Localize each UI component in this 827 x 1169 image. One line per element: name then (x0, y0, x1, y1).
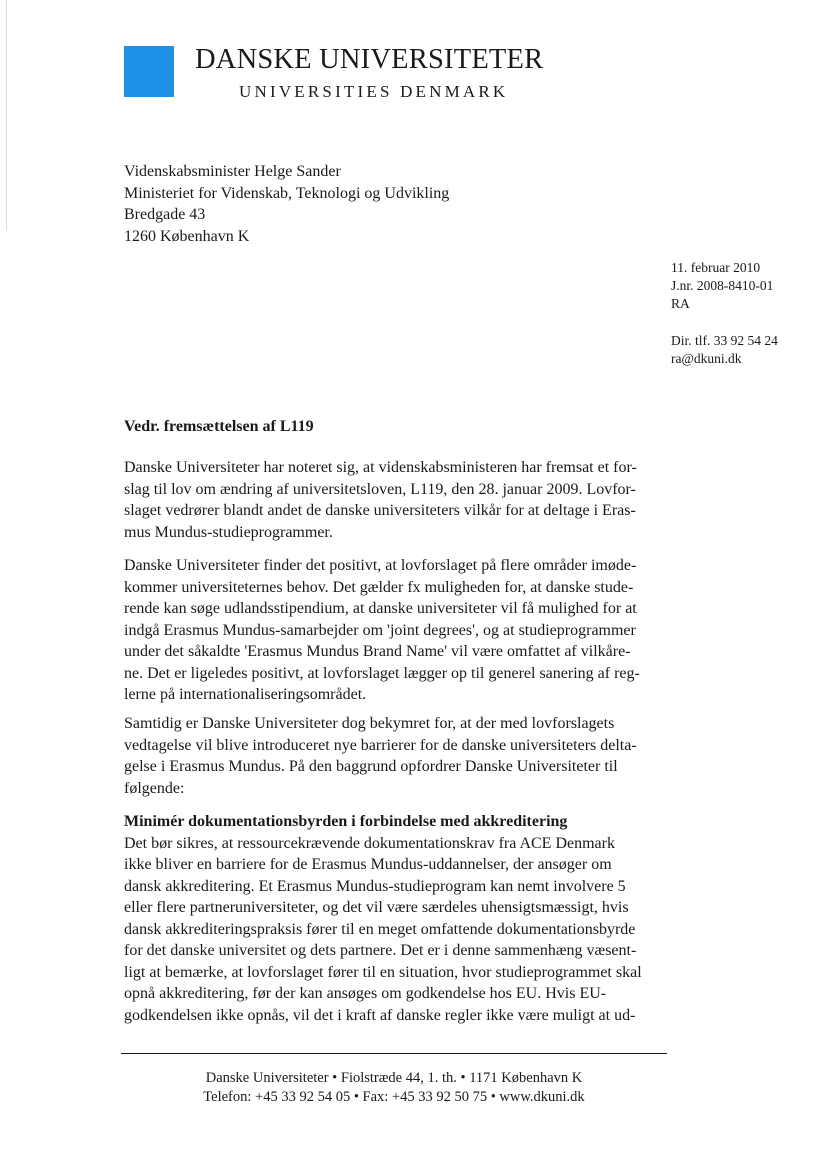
footer (121, 1069, 667, 1107)
direct-phone: Dir. tlf. 33 92 54 24 (671, 333, 778, 348)
paragraph-line: Samtidig er Danske Universiteter dog bekymret for, at der med lovforslagets (124, 715, 615, 732)
paragraph-line: eller flere partneruniversiteter, og det vil være særdeles uhensigtsmæssigt, hvis (124, 899, 629, 916)
org-name: DANSKE UNIVERSITETER (195, 44, 544, 75)
paragraph (124, 457, 669, 543)
paragraph-line: Danske Universiteter har noteret sig, at videnskabsministeren har fremsat et for- (124, 459, 637, 476)
paragraph-line: lerne på internationaliseringsområdet. (124, 686, 367, 703)
paragraph-line: ne. Det er ligeledes positivt, at lovforslaget lægger op til generel sanering af reg- (124, 664, 640, 682)
paragraph (124, 713, 669, 799)
paragraph-line: indgå Erasmus Mundus-samarbejder om 'joint degrees', og at studieprogrammer (124, 621, 636, 639)
paragraph-line: vedtagelse vil blive introduceret nye barrierer for de danske universiteters delta- (124, 736, 637, 754)
sender-email: ra@dkuni.dk (671, 351, 742, 366)
letter-meta (671, 259, 778, 368)
recipient-line: 1260 København K (124, 227, 250, 245)
paragraph-line: opnå akkreditering, før der kan ansøges om godkendelse hos EU. Hvis EU- (124, 985, 607, 1002)
letter-date: 11. februar 2010 (671, 260, 761, 275)
paragraph-line: rende kan søge udlandsstipendium, at danske universiteter vil få mulighed for at (124, 600, 637, 617)
recipient-line: Videnskabsminister Helge Sander (124, 163, 341, 180)
recipient-line: Bredgade 43 (124, 206, 206, 223)
journal-number: J.nr. 2008-8410-01 (671, 278, 774, 293)
meta-spacer (671, 313, 778, 332)
paragraph-line: mus Mundus-studieprogrammer. (124, 523, 333, 541)
paragraph-line: dansk akkreditering. Et Erasmus Mundus-studieprogram kan nemt involvere 5 (124, 877, 626, 895)
paragraph (124, 811, 669, 1026)
paragraph-line: under det såkaldte 'Erasmus Mundus Brand Name' vil være omfattet af vilkåre- (124, 643, 631, 660)
paragraph-line: dansk akkrediteringspraksis fører til en meget omfattende dokumentationsbyrde (124, 920, 636, 938)
footer-contact: Telefon: +45 33 92 54 05 • Fax: +45 33 92 50 75 • www.dkuni.dk (203, 1089, 585, 1105)
logo-square-icon (124, 46, 174, 97)
footer-address: Danske Universiteter • Fiolstræde 44, 1. th. • 1171 København K (205, 1070, 583, 1086)
paragraph-line: slag til lov om ændring af universitetsloven, L119, den 28. januar 2009. Lovfor- (124, 480, 636, 498)
paragraph-line: ikke bliver en barriere for de Erasmus Mundus-uddannelser, der ansøger om (124, 856, 612, 873)
recipient-line: Ministeriet for Videnskab, Teknologi og Udvikling (124, 184, 450, 202)
letter-subject: Vedr. fremsættelsen af L119 (124, 418, 314, 435)
paragraph-line: slaget vedrører blandt andet de danske universiteters vilkår for at deltage i Eras- (124, 502, 636, 519)
paragraph-line: ligt at bemærke, at lovforslaget fører til en situation, hvor studieprogrammet skal (124, 963, 642, 981)
sender-initials: RA (671, 296, 690, 311)
org-name-english: UNIVERSITIES DENMARK (239, 82, 509, 101)
paragraph-line: gelse i Erasmus Mundus. På den baggrund opfordrer Danske Universiteter til (124, 758, 618, 775)
page-margin-line (6, 0, 7, 230)
paragraph-line: godkendelsen ikke opnås, vil det i kraft af danske regler ikke være muligt at ud- (124, 1006, 636, 1024)
footer-divider (121, 1053, 667, 1054)
paragraph-line: for det danske universitet og dets partnere. Det er i denne sammenhæng væsent- (124, 942, 637, 959)
paragraph-line: kommer universiteternes behov. Det gælder fx muligheden for, at danske stude- (124, 578, 634, 596)
paragraph-line: Det bør sikres, at ressourcekrævende dokumentationskrav fra ACE Denmark (124, 834, 615, 852)
paragraph-line: følgende: (124, 779, 185, 797)
recipient-address (124, 161, 449, 247)
paragraph (124, 555, 669, 706)
paragraph-line: Danske Universiteter finder det positivt, at lovforslaget på flere områder imøde- (124, 557, 637, 574)
section-heading: Minimér dokumentationsbyrden i forbindelse med akkreditering (124, 813, 568, 830)
